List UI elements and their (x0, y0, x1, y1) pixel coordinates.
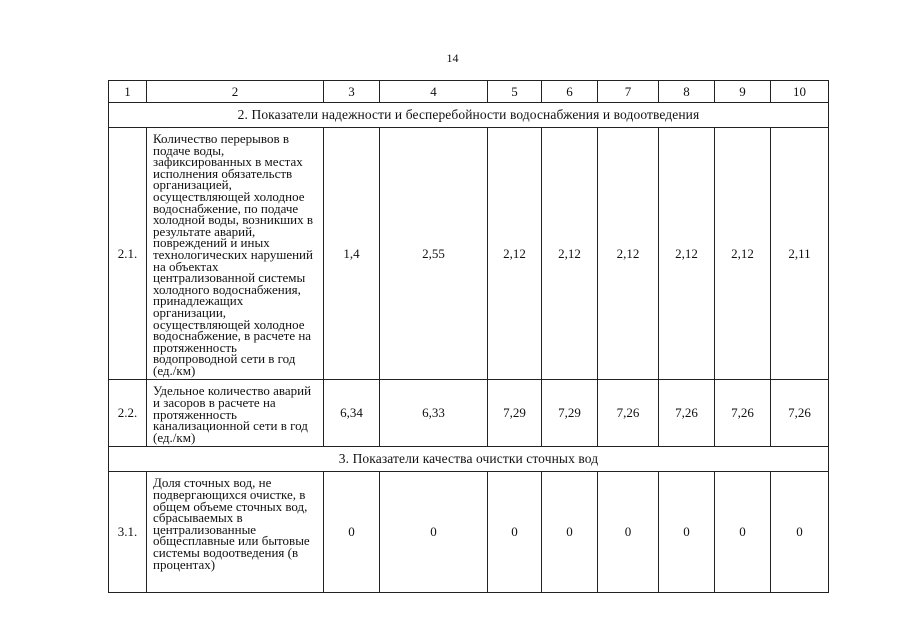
value-cell: 0 (488, 472, 542, 593)
column-number: 4 (380, 81, 488, 103)
value-cell: 2,12 (488, 128, 542, 380)
value-cell: 7,29 (542, 380, 598, 447)
value-cell: 0 (715, 472, 771, 593)
row-number: 2.2. (109, 380, 147, 447)
value-cell: 2,12 (715, 128, 771, 380)
value-cell: 6,33 (380, 380, 488, 447)
column-number: 10 (771, 81, 829, 103)
indicator-description: Количество перерывов в подаче воды, зафиксированных в местах исполнения обязательств организацией, осуществляющей холодное водоснабжение, по подаче холодной воды, возникших в результате аварий, повреждений и иных технологических нарушений на объектах централизованной системы холодного водоснабжения, принадлежащих организации, осуществляющей холодное водоснабжение, в расчете на протяженность водопроводной сети в год (ед./км) (147, 128, 324, 380)
row-number: 2.1. (109, 128, 147, 380)
column-number: 5 (488, 81, 542, 103)
section-heading-row (109, 103, 829, 128)
value-cell: 2,11 (771, 128, 829, 380)
value-cell: 0 (598, 472, 659, 593)
indicator-description: Доля сточных вод, не подвергающихся очистке, в общем объеме сточных вод, сбрасываемых в централизованные общесплавные или бытовые системы водоотведения (в процентах) (147, 472, 324, 593)
value-cell: 0 (771, 472, 829, 593)
value-cell: 7,26 (771, 380, 829, 447)
column-number: 2 (147, 81, 324, 103)
value-cell: 6,34 (324, 380, 380, 447)
value-cell: 7,29 (488, 380, 542, 447)
page-number: 14 (446, 51, 459, 65)
value-cell: 2,55 (380, 128, 488, 380)
value-cell: 7,26 (659, 380, 715, 447)
value-cell: 0 (324, 472, 380, 593)
section-title: 3. Показатели качества очистки сточных вод (109, 447, 829, 472)
value-cell: 0 (542, 472, 598, 593)
column-number: 7 (598, 81, 659, 103)
table-row (109, 128, 829, 380)
value-cell: 2,12 (542, 128, 598, 380)
value-cell: 0 (380, 472, 488, 593)
column-number: 6 (542, 81, 598, 103)
value-cell: 2,12 (659, 128, 715, 380)
column-number-row (109, 81, 829, 103)
row-number: 3.1. (109, 472, 147, 593)
value-cell: 2,12 (598, 128, 659, 380)
column-number: 8 (659, 81, 715, 103)
section-title: 2. Показатели надежности и бесперебойности водоснабжения и водоотведения (109, 103, 829, 128)
indicator-description: Удельное количество аварий и засоров в расчете на протяженность канализационной сети в год (ед./км) (147, 380, 324, 447)
table-row (109, 472, 829, 593)
table-row (109, 380, 829, 447)
value-cell: 7,26 (715, 380, 771, 447)
value-cell: 1,4 (324, 128, 380, 380)
indicators-table (108, 80, 829, 593)
value-cell: 7,26 (598, 380, 659, 447)
column-number: 1 (109, 81, 147, 103)
column-number: 9 (715, 81, 771, 103)
column-number: 3 (324, 81, 380, 103)
section-heading-row (109, 447, 829, 472)
value-cell: 0 (659, 472, 715, 593)
